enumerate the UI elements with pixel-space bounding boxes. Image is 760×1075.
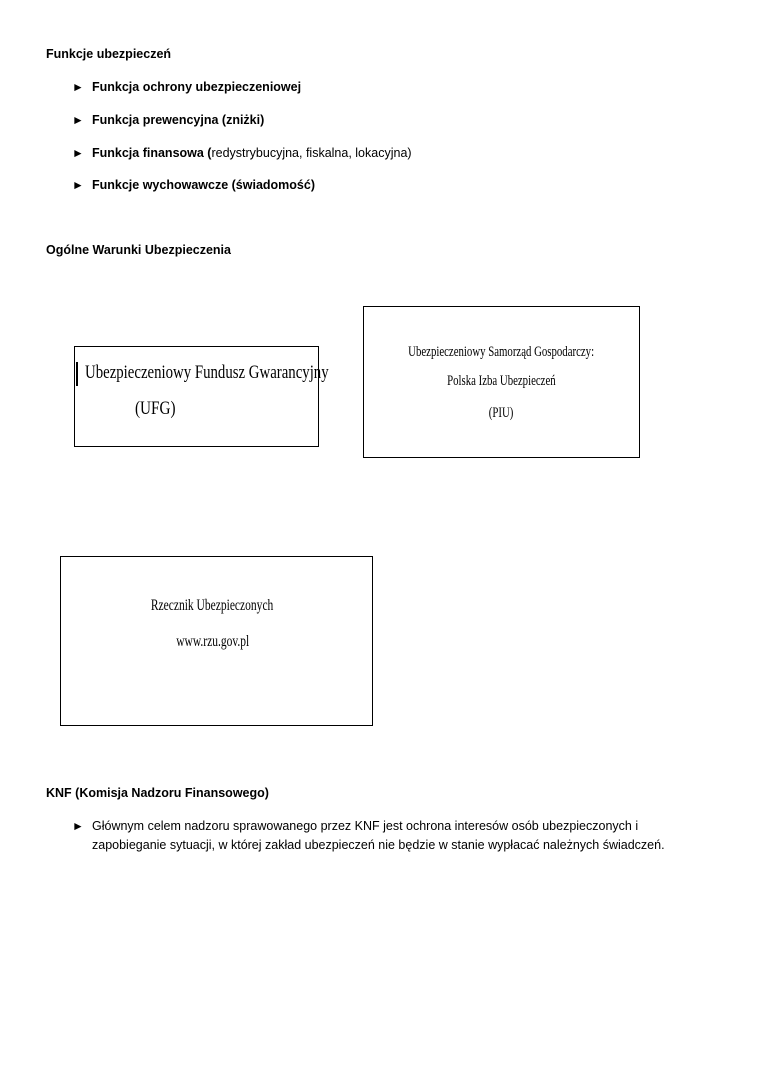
rzu-url: www.rzu.gov.pl <box>175 633 250 650</box>
heading-owu: Ogólne Warunki Ubezpieczenia <box>46 243 231 257</box>
piu-line2: Polska Izba Ubezpieczeń <box>447 373 556 389</box>
bullet-arrow-icon: ► <box>72 819 84 833</box>
bullet-arrow-icon: ► <box>72 146 84 160</box>
rzu-name: Rzecznik Ubezpieczonych <box>151 597 274 614</box>
item-normal: redystrybucyjna, fiskalna, lokacyjna) <box>211 146 412 160</box>
heading-funkcje: Funkcje ubezpieczeń <box>46 47 172 61</box>
knf-paragraph <box>72 817 692 855</box>
ufg-name: Ubezpieczeniowy Fundusz Gwarancyjny <box>85 362 329 383</box>
list-item <box>72 146 412 160</box>
heading-knf: KNF (Komisja Nadzoru Finansowego) <box>46 786 269 800</box>
item-bold: Funkcje wychowawcze (świadomość) <box>92 178 315 192</box>
ufg-abbr: (UFG) <box>135 398 176 419</box>
knf-text: Głównym celem nadzoru sprawowanego przez KNF jest ochrona interesów osób ubezpieczonych i zapobieganie sytuacji, w której zakład ubezpieczeń nie będzie w stanie wypłacać należnych świadczeń. <box>92 819 665 852</box>
rzu-box <box>60 556 373 726</box>
list-item <box>72 80 301 94</box>
piu-abbr: (PIU) <box>489 405 514 421</box>
item-bold: Funkcja prewencyjna (zniżki) <box>92 113 265 127</box>
bullet-arrow-icon: ► <box>72 178 84 192</box>
bullet-arrow-icon: ► <box>72 113 84 127</box>
item-bold: Funkcja ochrony ubezpieczeniowej <box>92 80 302 94</box>
text-cursor-mark <box>76 362 78 386</box>
item-bold: Funkcja finansowa ( <box>92 146 212 160</box>
ufg-box <box>74 346 329 447</box>
piu-box <box>363 306 640 458</box>
list-item <box>72 113 264 127</box>
piu-line1: Ubezpieczeniowy Samorząd Gospodarczy: <box>408 344 595 360</box>
bullet-arrow-icon: ► <box>72 80 84 94</box>
list-item <box>72 178 315 192</box>
